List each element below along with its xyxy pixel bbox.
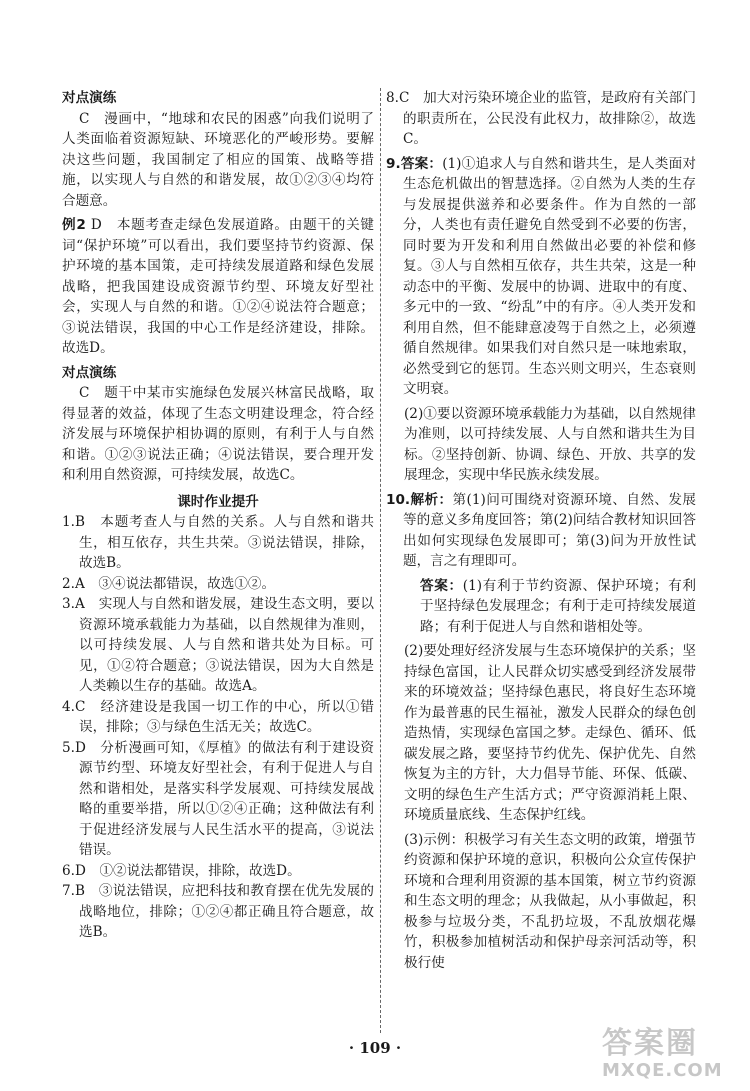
item-10-analysis: 第(1)问可围绕对资源环境、自然、发展等的意义多角度回答；第(2)问结合教材知识回答出如何实现绿色发展即可；第(3)问为开放性试题，言之有理即可。 [403, 491, 696, 569]
answer-item-6: 6.D ①②说法都错误，排除，故选D。 [62, 862, 301, 879]
page-number: · 109 · [348, 1039, 402, 1057]
watermark-url: MXQE.COM [602, 1060, 723, 1081]
item-10-answer-1: (1)有利于节约资源、保护环境；有利于坚持绿色发展理念；有利于走可持续发展道路；有利于促进人与自然和谐相处等。 [420, 577, 696, 635]
item-10-answer-1-block [386, 576, 696, 638]
answer-item-8: 8.C 加大对污染环境企业的监管，是政府有关部门的职责所在，公民没有此权力，故排除②，故选C。 [386, 90, 696, 147]
section-heading-homework: 课时作业提升 [177, 493, 259, 510]
answer-item-4: 4.C 经济建设是我国一切工作的中心，所以①错误，排除；③与绿色生活无关；故选C。 [62, 698, 374, 735]
item-10-answer-3: (3)示例：积极学习有关生态文明的政策，增强节约资源和保护环境的意识，积极向公众宣传保护环境和合理利用资源的基本国策，树立节约资源和生态文明的理念；从我做起，从小事做起，积极参与垃圾分类，不乱扔垃圾，不乱放烟花爆竹，积极参加植树活动和保护母亲河活动等，积极行使 [404, 831, 696, 971]
item-9-part-2: (2)①要以资源环境承载能力为基础，以自然规律为准则，以可持续发展、人与自然和谐共生为目标。②坚持创新、协调、绿色、开放、共享的发展理念，实现中华民族永续发展。 [404, 405, 696, 483]
example-2-text: D 本题考查走绿色发展道路。由题干的关键词“保护环境”可以看出，我们要坚持节约资源、保护环境的基本国策，走可持续发展道路和绿色发展战略，把我国建设成资源节约型、环境友好型社会，实现人与自然的和谐。①②④说法符合题意；③说法错误，我国的中心工作是经济建设，排除。故选D。 [62, 217, 374, 356]
answer-item-3: 3.A 实现人与自然和谐发展，建设生态文明，要以资源环境承载能力为基础，以自然规律为准则，以可持续发展、人与自然和谐共处为目标。可见，①②符合题意；③说法错误，因为大自然是人类赖以生存的基础。故选A。 [62, 596, 374, 694]
item-9-label: 9.答案： [386, 155, 443, 172]
answer-item-5: 5.D 分析漫画可知，《厚植》的做法有利于建设资源节约型、环境友好型社会，有利于促进人与自然和谐相处，是落实科学发展观、可持续发展战略的重要举措，所以①②④正确；这种做法有利于促进经济发展与人民生活水平的提高，③说法错误。 [62, 739, 374, 858]
left-column [62, 88, 374, 943]
answer-item-9 [386, 154, 696, 400]
answer-item-10 [386, 490, 696, 572]
example-2-label: 例2 [62, 217, 86, 233]
example-2-block [62, 215, 374, 359]
item-10-answer-label: 答案： [420, 577, 463, 594]
column-divider [380, 88, 382, 1033]
answer-item-2: 2.A ③④说法都错误，故选①②。 [62, 575, 276, 592]
practice-2-answer: C 题干中某市实施绿色发展兴林富民战略，取得显著的效益，体现了生态文明建设理念，符合经济发展与环境保护相协调的原则，有利于人与自然和谐。①②③说法正确；④说法错误，要合理开发和利用自然资源，可持续发展，故选C。 [62, 385, 374, 483]
section-heading-practice-2: 对点演练 [62, 364, 117, 381]
right-column [386, 88, 696, 973]
item-10-answer-2: (2)要处理好经济发展与生态环境保护的关系；坚持绿色富国，让人民群众切实感受到经济发展带来的环境效益；坚持绿色惠民，将良好生态环境作为最普惠的民生福祉，激发人民群众的绿色创造热情，实现绿色富国之梦。走绿色、循环、低碳发展之路，要坚持节约优先、保护优先、自然恢复为主的方针，大力倡导节能、环保、低碳、文明的绿色生产生活方式；严守资源消耗上限、环境质量底线、生态保护红线。 [404, 643, 696, 823]
item-10-label: 10.解析： [386, 491, 453, 508]
answer-item-1: 1.B 本题考查人与自然的关系。人与自然和谐共生，相互依存，共生共荣。③说法错误，排除，故选B。 [62, 514, 374, 571]
watermark-logo-text: 答案圈 [602, 1026, 698, 1061]
site-watermark-logo [602, 1028, 742, 1088]
item-9-part-1: (1)①追求人与自然和谐共生，是人类面对生态危机做出的智慧选择。②自然为人类的生存与发展提供滋养和必要条件。作为自然的一部分，人类也有责任避免自然受到不必要的伤害，同时要为开发和利用自然做出必要的补偿和修复。③人与自然相互依存，共生共荣，这是一种动态中的平衡、发展中的协调、进取中的有度、多元中的一致、“纷乱”中的有序。④人类开发和利用自然，但不能肆意凌驾于自然之上，必须遵循自然规律。如果我们对自然只是一味地索取，必然受到它的惩罚。生态兴则文明兴，生态衰则文明衰。 [403, 155, 696, 397]
answer-item-7: 7.B ③说法错误，应把科技和教育摆在优先发展的战略地位，排除；①②④都正确且符合题意，故选B。 [62, 883, 374, 940]
section-heading-practice-1: 对点演练 [62, 90, 117, 106]
practice-1-answer: C 漫画中，“地球和农民的困惑”向我们说明了人类面临着资源短缺、环境恶化的严峻形势。要解决这些问题，我国制定了相应的国策、战略等措施，以实现人与自然的和谐发展，故①②③④均符合题意。 [62, 110, 374, 209]
